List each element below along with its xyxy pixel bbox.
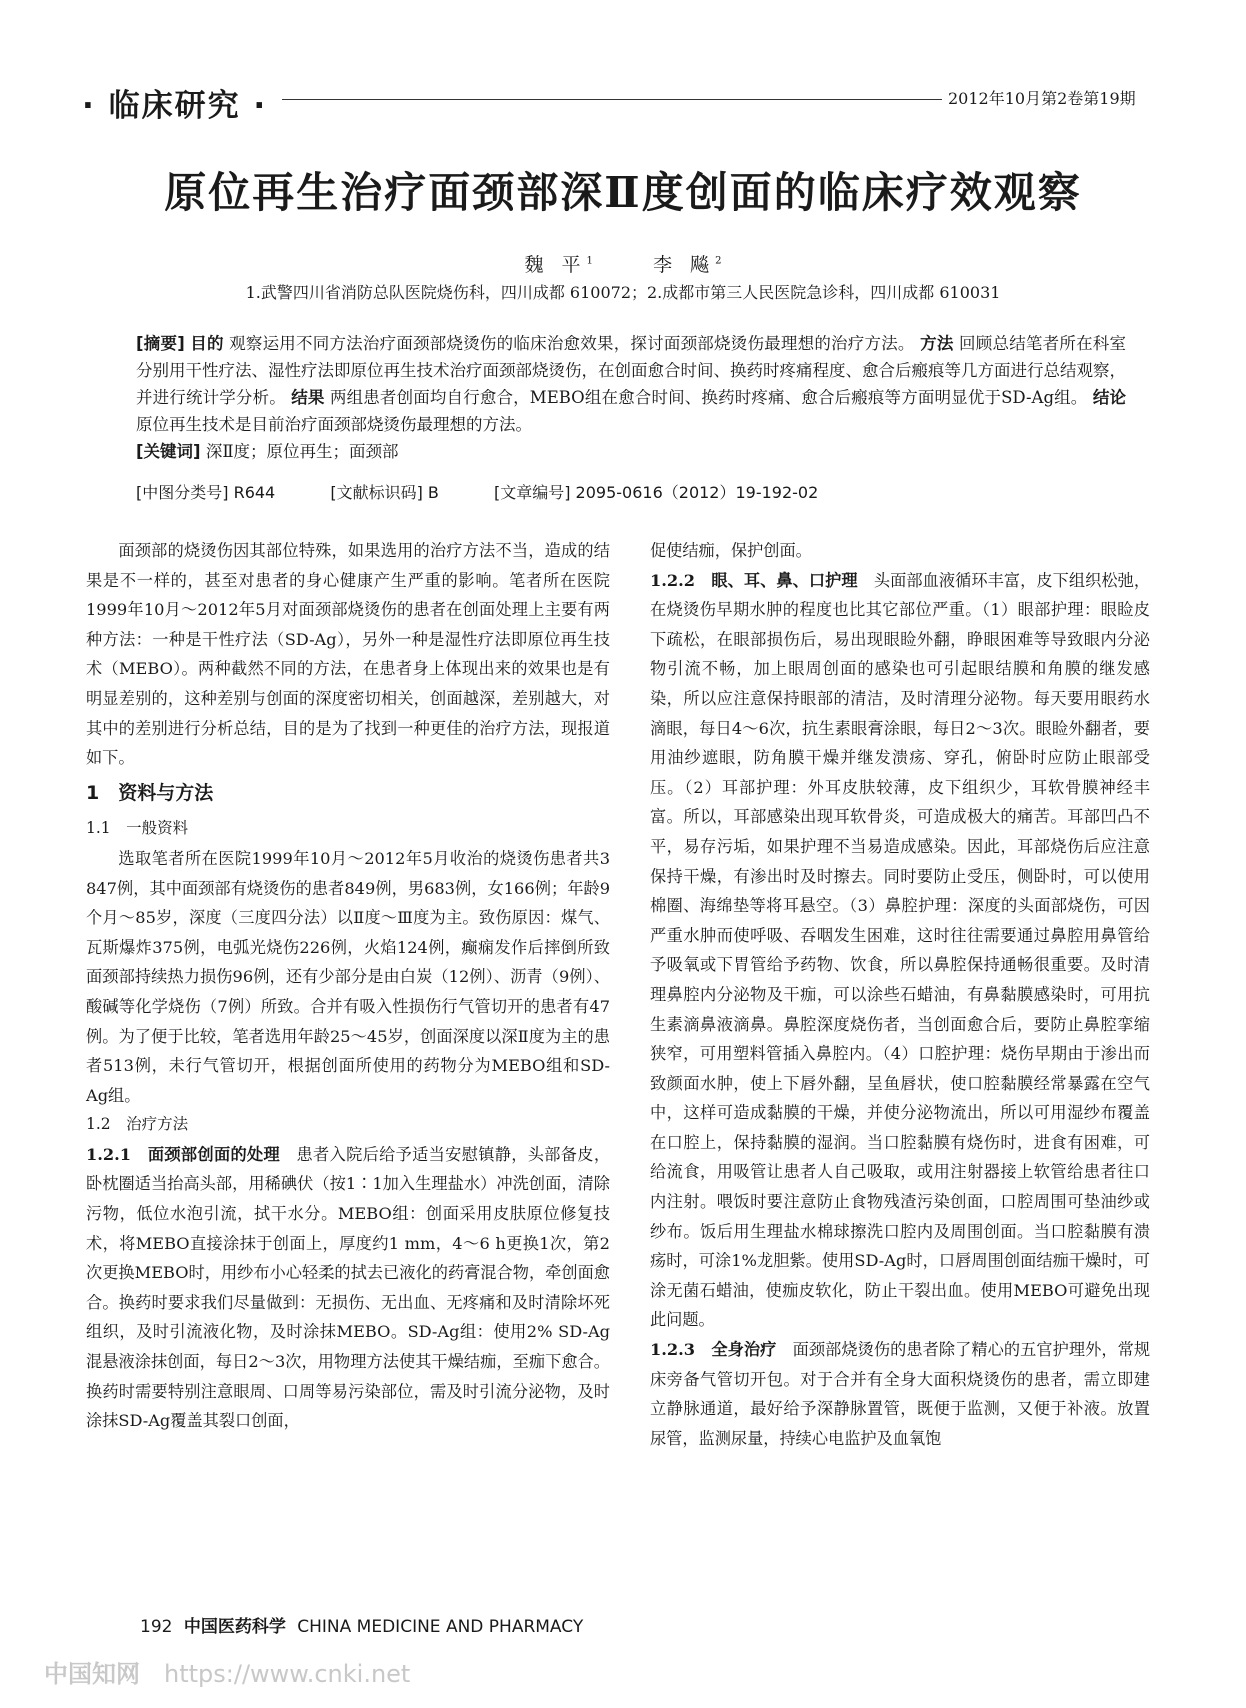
subsection-heading-1-2-1: 1.2.1 面颈部创面的处理 (86, 1144, 281, 1164)
keywords-text: 深Ⅱ度；原位再生；面颈部 (205, 442, 399, 461)
document-code: [文献标识码] B (330, 483, 439, 502)
objective-text: 观察运用不同方法治疗面颈部烧烫伤的临床治愈效果，探讨面颈部烧烫伤最理想的治疗方法。 (229, 334, 915, 353)
author-2-sup: 2 (715, 255, 722, 267)
author-1: 魏 平 (524, 254, 587, 276)
issue-info: 2012年10月第2卷第19期 (948, 89, 1136, 108)
cnki-watermark (44, 1654, 410, 1689)
method-label: 方法 (920, 334, 954, 353)
journal-name-cn: 中国医药科学 (183, 1617, 286, 1637)
header-rule (282, 99, 942, 100)
author-2: 李 飚 (653, 254, 716, 276)
abstract-label: [摘要] (136, 334, 185, 353)
watermark-brand: 中国知网 (44, 1660, 140, 1688)
section-label: · 临床研究 · (82, 88, 268, 124)
treatment-1-2-1-paragraph (86, 1140, 610, 1436)
keywords-label: [关键词] (136, 442, 201, 461)
body-left-column (86, 536, 610, 1436)
subsection-heading-1-2-2: 1.2.2 眼、耳、鼻、口护理 (650, 570, 858, 590)
article-title: 原位再生治疗面颈部深Ⅱ度创面的临床疗效观察 (164, 168, 1082, 217)
clc-number: [中图分类号] R644 (136, 483, 276, 502)
method-text: 回顾总结笔者所在科室分别用干性疗法、湿性疗法即原位再生技术治疗面颈部烧烫伤，在创面愈合时间、换药时疼痛程度、愈合后瘢痕等几方面进行总结观察，并进行统计学分析。 (136, 334, 1127, 407)
watermark-url: https://www.cnki.net (164, 1660, 411, 1688)
subsection-heading-1-1: 1.1 一般资料 (86, 819, 189, 838)
page-number: 192 (140, 1617, 173, 1637)
affiliation: 1.武警四川省消防总队医院烧伤科，四川成都 610072；2.成都市第三人民医院急诊科，四川成都 610031 (245, 283, 1001, 302)
conclusion-label: 结论 (1092, 388, 1127, 407)
continued-text: 促使结痂，保护创面。 (650, 541, 812, 560)
page-footer (140, 1612, 583, 1637)
section-heading-1: 1 资料与方法 (86, 781, 214, 804)
classification-line (136, 480, 1126, 503)
conclusion-text: 原位再生技术是目前治疗面颈部烧烫伤最理想的方法。 (136, 415, 532, 434)
subsection-heading-1-2-3: 1.2.3 全身治疗 (650, 1340, 777, 1360)
care-1-2-2-text: 头面部血液循环丰富，皮下组织松弛，在烧烫伤早期水肿的程度也比其它部位严重。（1）眼部护理：眼睑皮下疏松，在眼部损伤后，易出现眼睑外翻，睁眼困难等导致眼内分泌物引流不畅，加上眼周创面的感染也可引起眼结膜和角膜的继发感染，所以应注意保持眼部的清洁，及时清理分泌物。每天要用眼药水滴眼，每日4～6次，抗生素眼膏涂眼，每日2～3次。眼睑外翻者，要用油纱遮眼，防角膜干燥并继发溃疡、穿孔，俯卧时应防止眼部受压。（2）耳部护理：外耳皮肤较薄，皮下组织少，耳软骨膜神经丰富。所以，耳部感染出现耳软骨炎，可造成极大的痛苦。耳部凹凸不平，易存污垢，如果护理不当易造成感染。因此，耳部烧伤后应注意保持干燥，有渗出时及时擦去。同时要防止受压，侧卧时，可以使用棉圈、海绵垫等将耳悬空。（3）鼻腔护理：深度的头面部烧伤，可因严重水肿而使呼吸、吞咽发生困难，这时往往需要通过鼻腔用鼻管给予吸氧或下胃管给予药物、饮食，所以鼻腔保持通畅很重要。及时清理鼻腔内分泌物及干痂，可以涂些石蜡油，有鼻黏膜感染时，可用抗生素滴鼻液滴鼻。鼻腔深度烧伤者，当创面愈合后，要防止鼻腔挛缩狭窄，可用塑料管插入鼻腔内。（4）口腔护理：烧伤早期由于渗出而致颜面水肿，使上下唇外翻，呈鱼唇状，使口腔黏膜经常暴露在空气中，这样可造成黏膜的干燥，并使分泌物流出，所以可用湿纱布覆盖在口腔上，保持黏膜的湿润。当口腔黏膜有烧伤时，进食有困难，可给流食，用吸管让患者人自己吸取，或用注射器接上软管给患者往口内注射。喂饭时要注意防止食物残渣污染创面，口腔周围可垫油纱或纱布。饭后用生理盐水棉球擦洗口腔内及周围创面。当口腔黏膜有溃疡时，可涂1%龙胆紫。使用SD-Ag时，口唇周围创面结痂干燥时，可涂无菌石蜡油，使痂皮软化，防止干裂出血。使用MEBO可避免出现此问题。 (650, 570, 1151, 1330)
article-number: [文章编号] 2095-0616（2012）19-192-02 (493, 483, 819, 502)
author-1-sup: 1 (586, 255, 593, 267)
general-data-paragraph: 选取笔者所在医院1999年10月～2012年5月收治的烧烫伤患者共3 847例，其中面颈部有烧烫伤的患者849例，男683例，女166例；年龄9个月～85岁，深度（三度四分法）以Ⅱ度～Ⅲ度为主。致伤原因：煤气、瓦斯爆炸375例，电弧光烧伤226例，火焰124例，癫痫发作后摔倒所致面颈部持续热力损伤96例，还有少部分是由白炭（12例）、沥青（9例）、酸碱等化学烧伤（7例）所致。合并有吸入性损伤行气管切开的患者有47例。为了便于比较，笔者选用年龄25～45岁，创面深度以深Ⅱ度为主的患者513例，未行气管切开，根据创面所使用的药物分为MEBO组和SD-Ag组。 (86, 848, 610, 1105)
abstract (136, 330, 1126, 465)
systemic-1-2-3-paragraph (650, 1335, 1150, 1453)
care-1-2-2-paragraph (650, 566, 1150, 1335)
subsection-heading-1-2: 1.2 治疗方法 (86, 1115, 189, 1134)
result-text: 两组患者创面均自行愈合，MEBO组在愈合时间、换药时疼痛、愈合后瘢痕等方面明显优于SD-Ag组。 (329, 388, 1088, 407)
result-label: 结果 (291, 388, 325, 407)
body-right-column (650, 536, 1150, 1453)
journal-name-en: CHINA MEDICINE AND PHARMACY (297, 1617, 584, 1637)
authors (0, 250, 1246, 277)
systemic-1-2-3-text: 面颈部烧烫伤的患者除了精心的五官护理外，常规床旁备气管切开包。对于合并有全身大面积烧烫伤的患者，需立即建立静脉通道，最好给予深静脉置管，既便于监测，又便于补液。放置尿管，监测尿量，持续心电监护及血氧饱 (650, 1340, 1151, 1448)
treatment-1-2-1-text: 患者入院后给予适当安慰镇静，头部备皮，卧枕圈适当抬高头部，用稀碘伏（按1∶1加入生理盐水）冲洗创面，清除污物，低位水泡引流，拭干水分。MEBO组：创面采用皮肤原位修复技术，将MEBO直接涂抹于创面上，厚度约1 mm，4～6 h更换1次，第2次更换MEBO时，用纱布小心轻柔的拭去已液化的药膏混合物，牵创面愈合。换药时要求我们尽量做到：无损伤、无出血、无疼痛和及时清除坏死组织，及时引流液化物，及时涂抹MEBO。SD-Ag组：使用2% SD-Ag混悬液涂抹创面，每日2～3次，用物理方法使其干燥结痂，至痂下愈合。换药时需要特别注意眼周、口周等易污染部位，需及时引流分泌物，及时涂抹SD-Ag覆盖其裂口创面， (86, 1144, 611, 1431)
objective-label: 目的 (190, 334, 224, 353)
intro-paragraph: 面颈部的烧烫伤因其部位特殊，如果选用的治疗方法不当，造成的结果是不一样的，甚至对患者的身心健康产生严重的影响。笔者所在医院1999年10月～2012年5月对面颈部烧烫伤的患者在创面处理上主要有两种方法：一种是干性疗法（SD-Ag），另外一种是湿性疗法即原位再生技术（MEBO）。两种截然不同的方法，在患者身上体现出来的效果也是有明显差别的，这种差别与创面的深度密切相关，创面越深，差别越大，对其中的差别进行分析总结，目的是为了找到一种更佳的治疗方法，现报道如下。 (86, 541, 610, 768)
